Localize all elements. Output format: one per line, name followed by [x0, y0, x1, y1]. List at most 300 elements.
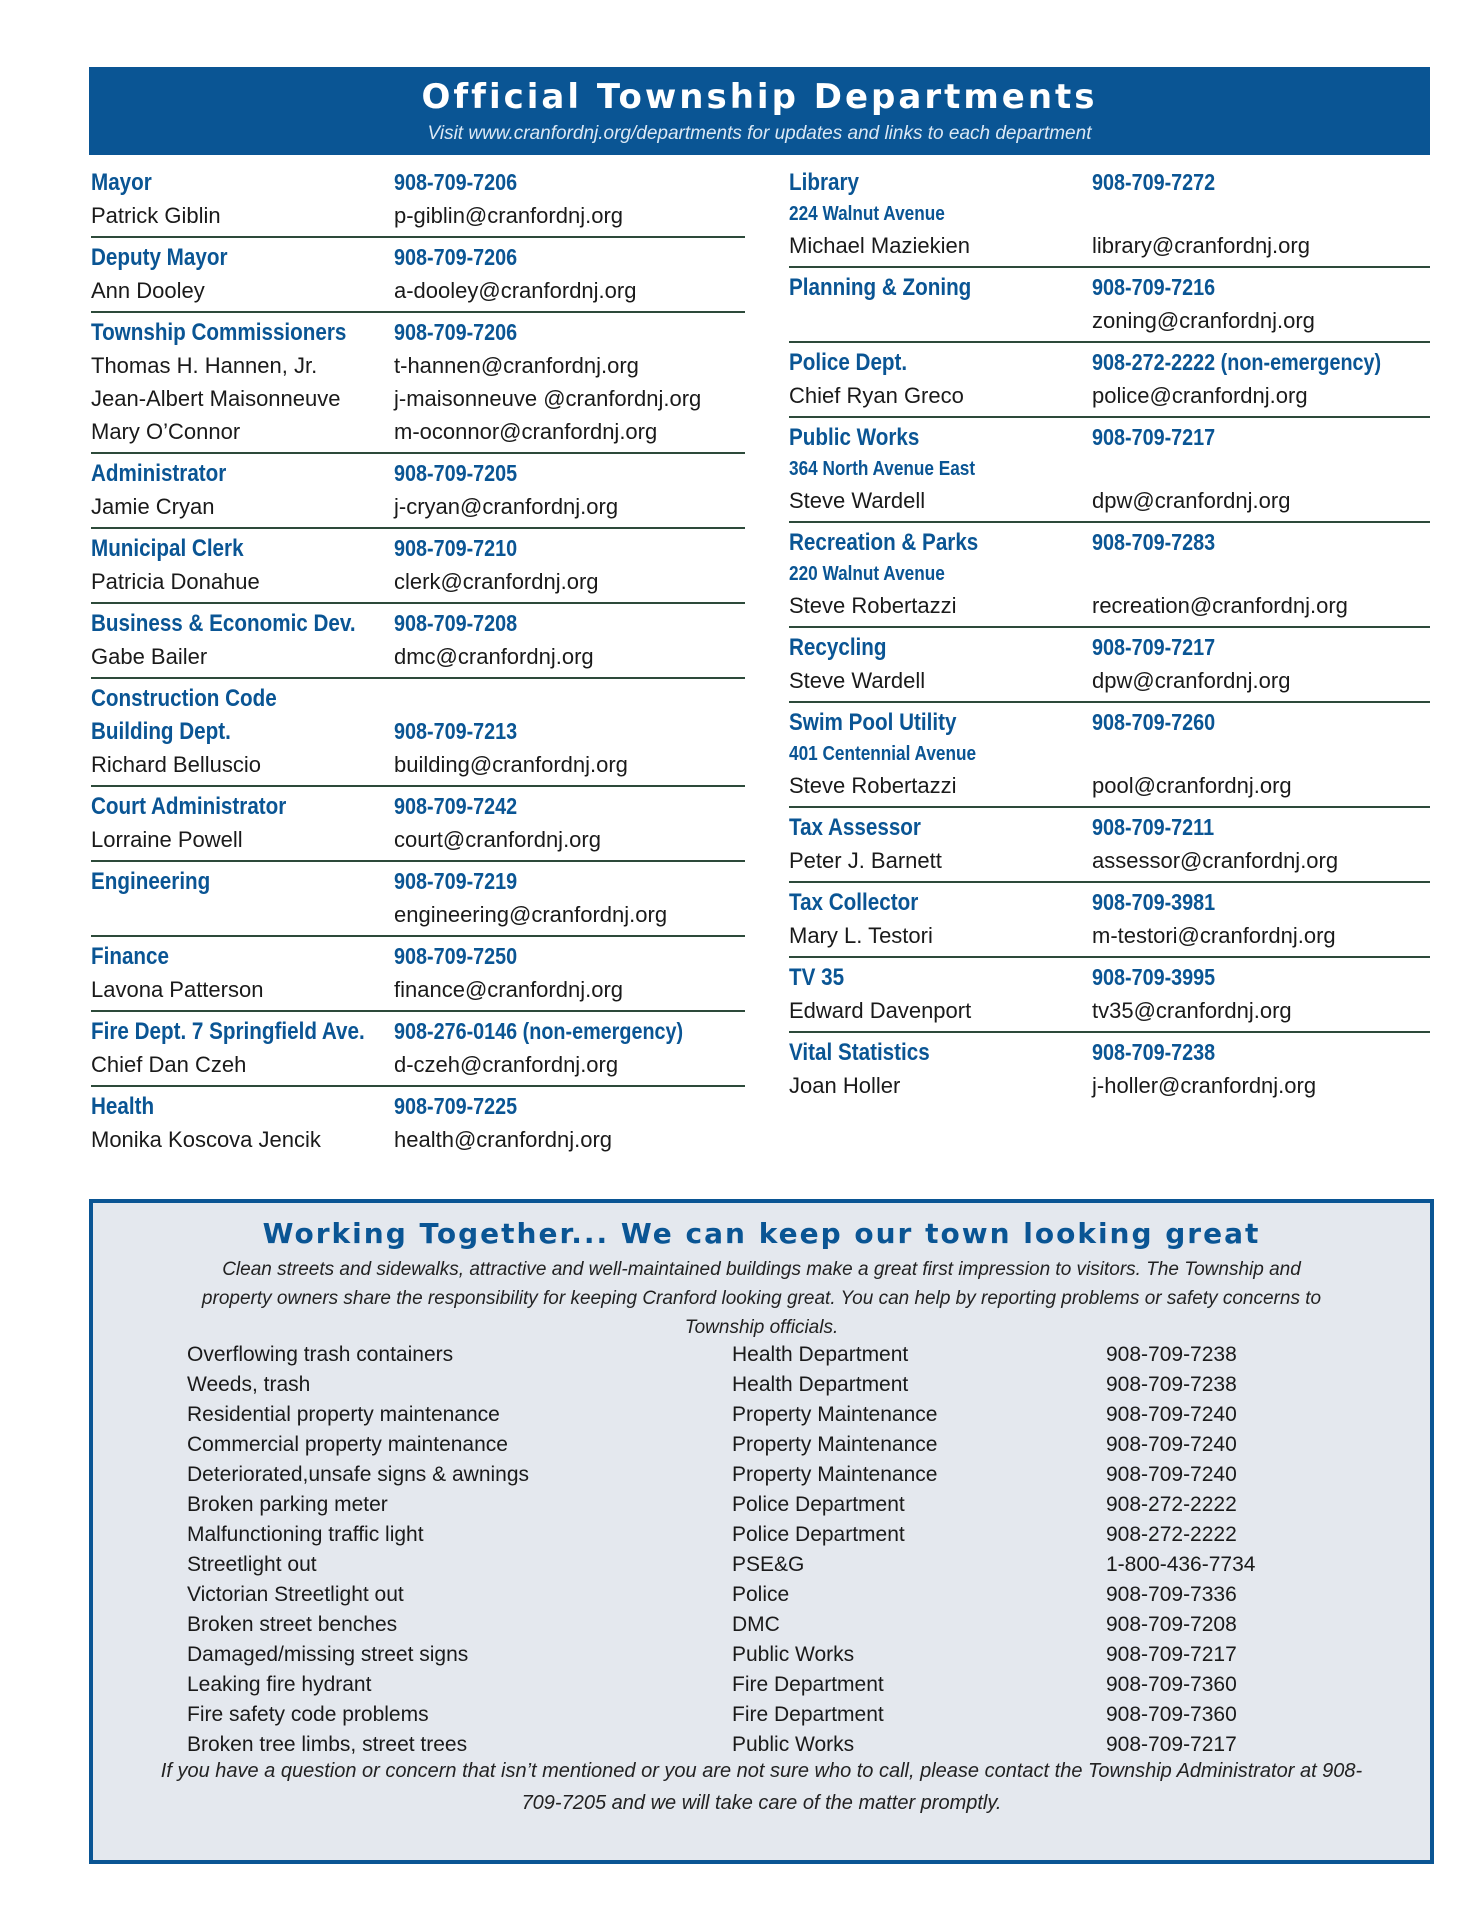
- dept-cell: [394, 644, 745, 670]
- table-row: [187, 1520, 1337, 1550]
- dept-cell: [394, 460, 745, 487]
- contact-cell: Property Maintenance: [732, 1463, 938, 1486]
- contact-email: dmc@cranfordnj.org: [394, 643, 594, 669]
- dept-cell: [789, 593, 1092, 619]
- dept-cell: [1092, 233, 1430, 259]
- dept-cell: [394, 752, 745, 778]
- dept-row: [91, 490, 745, 523]
- dept-cell: [789, 634, 1092, 662]
- dept-cell: [91, 868, 394, 896]
- contact-email: a-dooley@cranfordnj.org: [394, 277, 637, 303]
- dept-cell: [789, 889, 1092, 917]
- dept-row: [91, 1123, 745, 1156]
- dept-cell: [789, 458, 1092, 481]
- dept-cell: [789, 424, 1092, 452]
- phone-cell: 908-709-7336: [1106, 1583, 1237, 1606]
- dept-cell: [91, 203, 394, 229]
- dept-cell: [91, 685, 394, 713]
- department-address: 224 Walnut Avenue: [789, 202, 945, 225]
- dept-cell: [1092, 169, 1430, 196]
- contact-person: Lavona Patterson: [91, 976, 264, 1002]
- dept-cell: [91, 419, 394, 445]
- phone-cell: 908-709-7360: [1106, 1703, 1237, 1726]
- contact-person: Thomas H. Hannen, Jr.: [91, 352, 318, 378]
- contact-email: t-hannen@cranfordnj.org: [394, 352, 639, 378]
- dept-cell: [1092, 488, 1430, 514]
- department-block: [91, 787, 745, 862]
- dept-cell: [789, 814, 1092, 842]
- table-row: [187, 1430, 1337, 1460]
- dept-row: [91, 823, 745, 856]
- department-block: [91, 604, 745, 679]
- contact-person: Richard Belluscio: [91, 751, 261, 777]
- dept-cell: [1092, 308, 1430, 334]
- department-phone: 908-709-7260: [1092, 709, 1216, 735]
- department-block: [789, 163, 1430, 268]
- department-block: [91, 679, 745, 787]
- dept-cell: [91, 319, 394, 347]
- dept-row: [789, 484, 1430, 517]
- dept-cell: [394, 610, 745, 637]
- department-name: Administrator: [91, 459, 227, 487]
- contact-person: Steve Robertazzi: [789, 772, 957, 798]
- department-name: Mayor: [91, 168, 152, 196]
- dept-cell: [394, 943, 745, 970]
- dept-cell: [789, 668, 1092, 694]
- dept-cell: [91, 386, 394, 412]
- dept-row: [91, 199, 745, 232]
- dept-cell: [394, 494, 745, 520]
- dept-cell: [91, 718, 394, 746]
- department-block: [91, 313, 745, 454]
- dept-cell: [789, 488, 1092, 514]
- department-phone: 908-709-7283: [1092, 529, 1216, 555]
- table-row: [187, 1700, 1337, 1730]
- department-name: Police Dept.: [789, 348, 908, 376]
- department-block: [789, 1033, 1430, 1106]
- dept-row: [91, 715, 745, 748]
- dept-cell: [91, 244, 394, 272]
- dept-cell: [91, 1018, 394, 1046]
- dept-cell: [789, 743, 1092, 766]
- dept-cell: [1092, 274, 1430, 301]
- dept-row: [789, 739, 1430, 769]
- department-name: Recycling: [789, 633, 887, 661]
- contact-person: Chief Ryan Greco: [789, 382, 964, 408]
- dept-cell: [1092, 1039, 1430, 1066]
- department-phone: 908-276-0146 (non-emergency): [394, 1018, 684, 1044]
- dept-cell: [394, 535, 745, 562]
- dept-cell: [394, 353, 745, 379]
- department-name-line1: Construction Code: [91, 684, 277, 712]
- dept-cell: [789, 383, 1092, 409]
- dept-cell: [1092, 424, 1430, 451]
- department-phone: 908-709-7216: [1092, 274, 1216, 300]
- issue-cell: Damaged/missing street signs: [187, 1643, 469, 1666]
- table-row: [187, 1580, 1337, 1610]
- dept-cell: [91, 494, 394, 520]
- department-address: 364 North Avenue East: [789, 457, 976, 480]
- dept-cell: [1092, 889, 1430, 916]
- dept-cell: [394, 827, 745, 853]
- table-row: [187, 1640, 1337, 1670]
- contact-person: Steve Wardell: [789, 667, 926, 693]
- dept-row: [91, 640, 745, 673]
- dept-cell: [91, 977, 394, 1003]
- dept-row: [789, 346, 1430, 379]
- department-name: Planning & Zoning: [789, 273, 972, 301]
- dept-row: [789, 961, 1430, 994]
- table-row: [187, 1670, 1337, 1700]
- department-phone: 908-709-7238: [1092, 1039, 1216, 1065]
- dept-cell: [91, 610, 394, 638]
- department-block: [91, 529, 745, 604]
- dept-cell: [1092, 593, 1430, 619]
- department-name: Court Administrator: [91, 792, 287, 820]
- dept-cell: [789, 563, 1092, 586]
- dept-cell: [91, 1093, 394, 1121]
- contact-cell: Police: [732, 1583, 790, 1606]
- dept-cell: [394, 203, 745, 229]
- department-block: [789, 268, 1430, 343]
- dept-row: [91, 1015, 745, 1048]
- phone-cell: 1-800-436-7734: [1106, 1553, 1256, 1576]
- dept-cell: [789, 1039, 1092, 1067]
- department-phone: 908-709-7206: [394, 244, 518, 270]
- issue-cell: Commercial property maintenance: [187, 1433, 508, 1456]
- department-name: Deputy Mayor: [91, 243, 228, 271]
- contact-email: zoning@cranfordnj.org: [1092, 307, 1315, 333]
- right-department-column: [789, 163, 1430, 1106]
- dept-cell: [1092, 773, 1430, 799]
- contact-person: Chief Dan Czeh: [91, 1051, 247, 1077]
- dept-cell: [394, 169, 745, 196]
- dept-row: [91, 607, 745, 640]
- contact-email: j-maisonneuve @cranfordnj.org: [394, 385, 702, 411]
- department-phone: 908-709-7206: [394, 169, 518, 195]
- department-name: Business & Economic Dev.: [91, 609, 356, 637]
- phone-cell: 908-272-2222: [1106, 1493, 1237, 1516]
- contact-person: Steve Robertazzi: [789, 592, 957, 618]
- phone-cell: 908-709-7238: [1106, 1343, 1237, 1366]
- dept-row: [789, 1069, 1430, 1102]
- dept-cell: [394, 1127, 745, 1153]
- dept-row: [789, 886, 1430, 919]
- dept-cell: [91, 169, 394, 197]
- dept-cell: [789, 1073, 1092, 1099]
- contact-email: building@cranfordnj.org: [394, 751, 628, 777]
- contact-person: Patrick Giblin: [91, 202, 221, 228]
- dept-cell: [789, 923, 1092, 949]
- dept-row: [789, 304, 1430, 337]
- dept-row: [789, 229, 1430, 262]
- dept-row: [789, 994, 1430, 1027]
- contact-person: Jamie Cryan: [91, 493, 215, 519]
- dept-cell: [789, 773, 1092, 799]
- department-block: [789, 418, 1430, 523]
- dept-cell: [394, 902, 745, 928]
- dept-cell: [394, 278, 745, 304]
- phone-cell: 908-709-7360: [1106, 1673, 1237, 1696]
- issue-cell: Broken parking meter: [187, 1493, 388, 1516]
- page-title: Official Township Departments: [421, 77, 1098, 117]
- department-name: Engineering: [91, 867, 211, 895]
- dept-cell: [1092, 529, 1430, 556]
- dept-cell: [91, 569, 394, 595]
- dept-cell: [789, 998, 1092, 1024]
- dept-cell: [1092, 349, 1430, 376]
- dept-row: [91, 274, 745, 307]
- contact-cell: Police Department: [732, 1493, 905, 1516]
- dept-row: [91, 349, 745, 382]
- dept-cell: [1092, 964, 1430, 991]
- dept-cell: [91, 827, 394, 853]
- issue-cell: Broken street benches: [187, 1613, 398, 1636]
- dept-cell: [91, 1052, 394, 1078]
- dept-cell: [91, 460, 394, 488]
- dept-cell: [394, 1018, 745, 1045]
- contact-cell: Property Maintenance: [732, 1403, 938, 1426]
- issue-cell: Deteriorated,unsafe signs & awnings: [187, 1463, 530, 1486]
- dept-cell: [394, 244, 745, 271]
- dept-cell: [789, 349, 1092, 377]
- left-department-column: [91, 163, 745, 1160]
- problem-contact-table: [187, 1340, 1337, 1760]
- phone-cell: 908-709-7217: [1106, 1643, 1237, 1666]
- department-name: Health: [91, 1092, 155, 1120]
- department-phone: 908-709-7219: [394, 868, 518, 894]
- issue-cell: Malfunctioning traffic light: [187, 1523, 424, 1546]
- dept-row: [789, 589, 1430, 622]
- dept-row: [789, 811, 1430, 844]
- contact-email: p-giblin@cranfordnj.org: [394, 202, 624, 228]
- department-block: [789, 343, 1430, 418]
- department-phone: 908-709-7211: [1092, 814, 1215, 840]
- department-phone: 908-709-7217: [1092, 634, 1216, 660]
- dept-row: [789, 559, 1430, 589]
- department-phone: 908-709-7250: [394, 943, 518, 969]
- dept-cell: [789, 964, 1092, 992]
- dept-cell: [789, 274, 1092, 302]
- dept-row: [91, 532, 745, 565]
- department-block: [91, 163, 745, 238]
- working-together-footer: If you have a question or concern that isn’t mentioned or you are not sure who to call, please contact the Township Administrator at 908-709-7205 and we will take care of the matter promptly.: [160, 1760, 1363, 1814]
- dept-row: [789, 379, 1430, 412]
- dept-row: [91, 1048, 745, 1081]
- department-phone: 908-709-7206: [394, 319, 518, 345]
- contact-email: clerk@cranfordnj.org: [394, 568, 599, 594]
- contact-email: pool@cranfordnj.org: [1092, 772, 1292, 798]
- dept-row: [91, 973, 745, 1006]
- table-row: [187, 1550, 1337, 1580]
- department-address: 401 Centennial Avenue: [789, 742, 977, 765]
- department-phone: 908-709-7225: [394, 1093, 518, 1119]
- contact-cell: Fire Department: [732, 1673, 884, 1696]
- contact-person: Monika Koscova Jencik: [91, 1126, 321, 1152]
- dept-row: [91, 940, 745, 973]
- dept-cell: [1092, 634, 1430, 661]
- department-block: [91, 238, 745, 313]
- department-phone: 908-709-7213: [394, 718, 518, 744]
- department-name: Fire Dept. 7 Springfield Ave.: [91, 1017, 365, 1045]
- table-row: [187, 1610, 1337, 1640]
- department-block: [91, 1087, 745, 1160]
- department-name: Tax Collector: [789, 888, 919, 916]
- dept-cell: [789, 709, 1092, 737]
- department-name: Library: [789, 168, 859, 196]
- contact-email: court@cranfordnj.org: [394, 826, 601, 852]
- contact-email: library@cranfordnj.org: [1092, 232, 1310, 258]
- dept-cell: [394, 1052, 745, 1078]
- dept-row: [789, 664, 1430, 697]
- dept-row: [789, 454, 1430, 484]
- contact-email: j-holler@cranfordnj.org: [1092, 1072, 1317, 1098]
- contact-person: Steve Wardell: [789, 487, 926, 513]
- department-phone: 908-709-3995: [1092, 964, 1216, 990]
- dept-cell: [394, 977, 745, 1003]
- department-phone: 908-709-7205: [394, 460, 518, 486]
- working-together-intro: Clean streets and sidewalks, attractive and well-maintained buildings make a great first impression to visitors. The Township and property owners share the responsibility for keeping Cranford looking great. You can help by reporting problems or safety concerns to Township officials.: [201, 1259, 1322, 1338]
- dept-cell: [394, 868, 745, 895]
- dept-cell: [394, 419, 745, 445]
- department-phone: 908-272-2222 (non-emergency): [1092, 349, 1382, 375]
- contact-email: health@cranfordnj.org: [394, 1126, 613, 1152]
- department-name: Township Commissioners: [91, 318, 347, 346]
- department-name: Tax Assessor: [789, 813, 921, 841]
- contact-email: engineering@cranfordnj.org: [394, 901, 668, 927]
- table-row: [187, 1340, 1337, 1370]
- department-phone: 908-709-3981: [1092, 889, 1216, 915]
- department-name: Building Dept.: [91, 717, 231, 745]
- issue-cell: Streetlight out: [187, 1553, 317, 1576]
- phone-cell: 908-709-7238: [1106, 1373, 1237, 1396]
- dept-cell: [789, 203, 1092, 226]
- dept-row: [91, 865, 745, 898]
- contact-person: Michael Maziekien: [789, 232, 970, 258]
- phone-cell: 908-709-7240: [1106, 1403, 1237, 1426]
- dept-cell: [1092, 668, 1430, 694]
- dept-row: [789, 1036, 1430, 1069]
- dept-cell: [91, 943, 394, 971]
- department-address: 220 Walnut Avenue: [789, 562, 945, 585]
- dept-row: [91, 565, 745, 598]
- dept-row: [91, 241, 745, 274]
- dept-row: [789, 271, 1430, 304]
- department-phone: 908-709-7217: [1092, 424, 1216, 450]
- dept-cell: [394, 1093, 745, 1120]
- dept-row: [91, 316, 745, 349]
- contact-cell: Property Maintenance: [732, 1433, 938, 1456]
- contact-email: m-testori@cranfordnj.org: [1092, 922, 1336, 948]
- dept-row: [789, 526, 1430, 559]
- contact-person: Edward Davenport: [789, 997, 972, 1023]
- phone-cell: 908-709-7208: [1106, 1613, 1237, 1636]
- table-row: [187, 1370, 1337, 1400]
- working-together-box: [89, 1199, 1434, 1864]
- phone-cell: 908-709-7240: [1106, 1463, 1237, 1486]
- contact-email: j-cryan@cranfordnj.org: [394, 493, 619, 519]
- table-row: [187, 1490, 1337, 1520]
- department-phone: 908-709-7242: [394, 793, 518, 819]
- contact-email: d-czeh@cranfordnj.org: [394, 1051, 619, 1077]
- dept-cell: [394, 386, 745, 412]
- dept-cell: [394, 319, 745, 346]
- dept-cell: [1092, 383, 1430, 409]
- department-name: Swim Pool Utility: [789, 708, 957, 736]
- department-name: Recreation & Parks: [789, 528, 979, 556]
- department-name: Public Works: [789, 423, 920, 451]
- contact-person: Patricia Donahue: [91, 568, 260, 594]
- contact-person: Mary L. Testori: [789, 922, 933, 948]
- dept-cell: [789, 848, 1092, 874]
- dept-row: [789, 844, 1430, 877]
- issue-cell: Residential property maintenance: [187, 1403, 500, 1426]
- dept-row: [789, 769, 1430, 802]
- contact-person: Mary O’Connor: [91, 418, 241, 444]
- dept-row: [789, 706, 1430, 739]
- department-block: [91, 454, 745, 529]
- department-block: [789, 703, 1430, 808]
- contact-person: Gabe Bailer: [91, 643, 208, 669]
- dept-cell: [394, 718, 745, 745]
- issue-cell: Overflowing trash containers: [187, 1343, 454, 1366]
- dept-row: [91, 748, 745, 781]
- dept-row: [789, 199, 1430, 229]
- department-block: [789, 628, 1430, 703]
- dept-cell: [91, 752, 394, 778]
- dept-row: [789, 166, 1430, 199]
- dept-cell: [1092, 814, 1430, 841]
- contact-email: dpw@cranfordnj.org: [1092, 487, 1291, 513]
- dept-cell: [394, 793, 745, 820]
- department-block: [91, 1012, 745, 1087]
- department-phone: 908-709-7210: [394, 535, 518, 561]
- dept-cell: [91, 278, 394, 304]
- dept-cell: [91, 793, 394, 821]
- contact-person: Ann Dooley: [91, 277, 205, 303]
- header-banner: [89, 67, 1430, 155]
- dept-cell: [91, 644, 394, 670]
- issue-cell: Fire safety code problems: [187, 1703, 429, 1726]
- table-row: [187, 1460, 1337, 1490]
- department-block: [789, 523, 1430, 628]
- issue-cell: Victorian Streetlight out: [187, 1583, 404, 1606]
- dept-cell: [91, 1127, 394, 1153]
- contact-cell: Public Works: [732, 1643, 855, 1666]
- dept-row: [789, 919, 1430, 952]
- contact-cell: Health Department: [732, 1373, 909, 1396]
- dept-row: [789, 631, 1430, 664]
- department-phone: 908-709-7208: [394, 610, 518, 636]
- dept-row: [91, 166, 745, 199]
- phone-cell: 908-272-2222: [1106, 1523, 1237, 1546]
- dept-row: [91, 790, 745, 823]
- dept-cell: [91, 353, 394, 379]
- issue-cell: Leaking fire hydrant: [187, 1673, 372, 1696]
- dept-row: [91, 1090, 745, 1123]
- department-block: [789, 958, 1430, 1033]
- contact-cell: Public Works: [732, 1733, 855, 1756]
- contact-email: finance@cranfordnj.org: [394, 976, 624, 1002]
- working-together-title: Working Together... We can keep our town looking great: [262, 1217, 1261, 1250]
- contact-cell: Health Department: [732, 1343, 909, 1366]
- department-name: Finance: [91, 942, 170, 970]
- contact-person: Peter J. Barnett: [789, 847, 942, 873]
- dept-row: [91, 898, 745, 931]
- contact-email: dpw@cranfordnj.org: [1092, 667, 1291, 693]
- dept-row: [789, 421, 1430, 454]
- contact-person: Jean-Albert Maisonneuve: [91, 385, 341, 411]
